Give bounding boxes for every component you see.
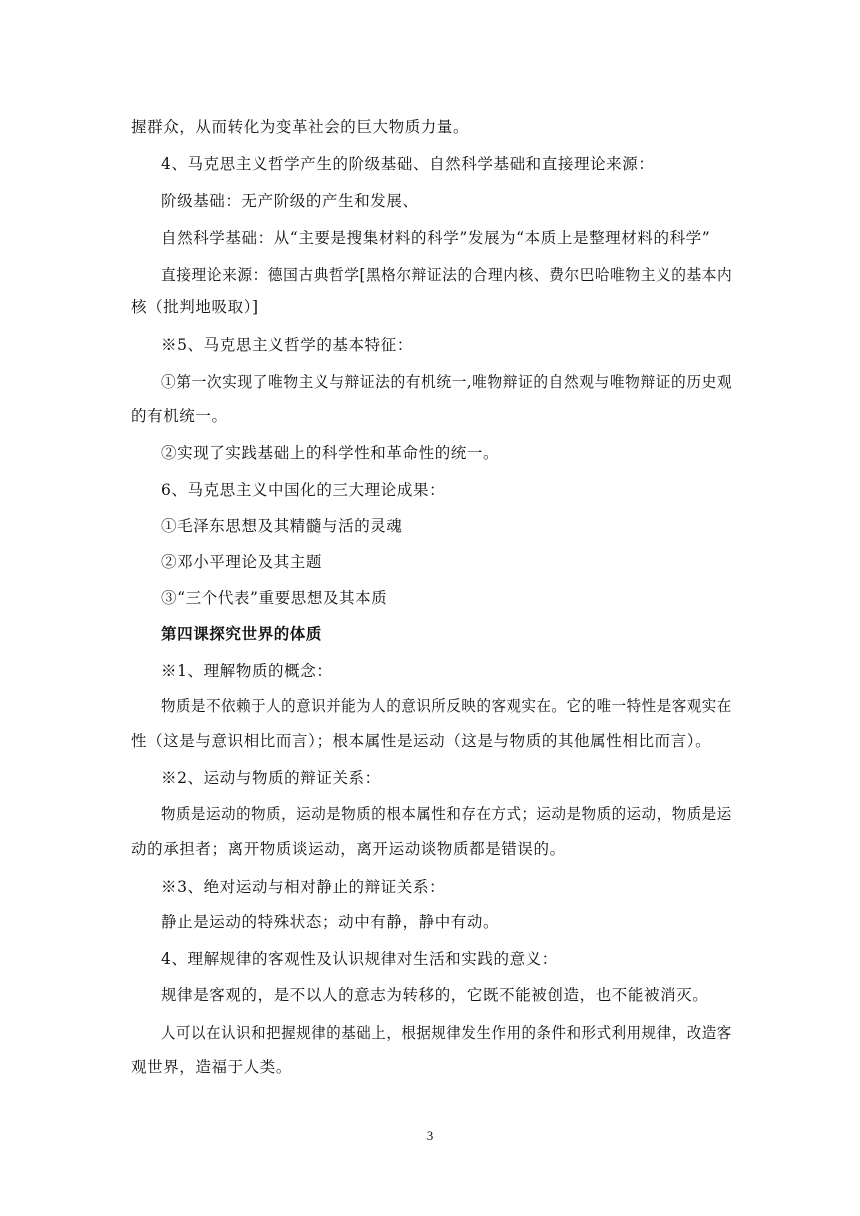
text-line: 直接理论来源：德国古典哲学[黑格尔辩证法的合理内核、费尔巴哈唯物主义的基本内 xyxy=(161,266,733,284)
text-line: 静止是运动的特殊状态；动中有静，静中有动。 xyxy=(161,913,500,931)
list-item: ①毛泽东思想及其精髓与活的灵魂 xyxy=(161,517,403,535)
item-heading: 4、马克思主义哲学产生的阶级基础、自然科学基础和直接理论来源： xyxy=(161,155,655,173)
list-item: ②邓小平理论及其主题 xyxy=(161,553,323,571)
text-line: 阶级基础：无产阶级的产生和发展、 xyxy=(161,192,419,210)
text-line: ①第一次实现了唯物主义与辩证法的有机统一,唯物辩证的自然观与唯物辩证的历史观 xyxy=(161,373,733,391)
text-line: 观世界，造福于人类。 xyxy=(131,1058,293,1076)
item-heading: ※1、理解物质的概念： xyxy=(161,662,333,680)
text-line: 人可以在认识和把握规律的基础上，根据规律发生作用的条件和形式利用规律，改造客 xyxy=(161,1024,732,1042)
text-line: 物质是运动的物质，运动是物质的根本属性和存在方式；运动是物质的运动，物质是运 xyxy=(161,805,732,823)
item-heading: ※3、绝对运动与相对静止的辩证关系： xyxy=(161,878,446,896)
text-line: 核（批判地吸取）] xyxy=(131,298,259,316)
item-heading: ※2、运动与物质的辩证关系： xyxy=(161,769,381,787)
text-line: 自然科学基础：从“主要是搜集材料的科学”发展为“本质上是整理材料的科学” xyxy=(161,229,711,247)
text-line: 物质是不依赖于人的意识并能为人的意识所反映的客观实在。它的唯一特性是客观实在 xyxy=(161,697,732,715)
text-line: 规律是客观的，是不以人的意志为转移的，它既不能被创造，也不能被消灭。 xyxy=(161,986,709,1004)
item-heading: 6、马克思主义中国化的三大理论成果： xyxy=(161,481,446,499)
text-line: 动的承担者；离开物质谈运动，离开运动谈物质都是错误的。 xyxy=(131,840,566,858)
text-line: 性（这是与意识相比而言）；根本属性是运动（这是与物质的其他属性相比而言）。 xyxy=(131,732,712,750)
text-line: 的有机统一。 xyxy=(131,407,228,425)
section-title: 第四课探究世界的体质 xyxy=(161,624,323,643)
list-item: ③“三个代表”重要思想及其本质 xyxy=(161,589,388,607)
item-heading: 4、理解规律的客观性及认识规律对生活和实践的意义： xyxy=(161,950,558,968)
page-number: 3 xyxy=(426,1128,434,1143)
item-heading: ※5、马克思主义哲学的基本特征： xyxy=(161,336,413,354)
text-line: ②实现了实践基础上的科学性和革命性的统一。 xyxy=(161,444,500,462)
text-line: 握群众，从而转化为变革社会的巨大物质力量。 xyxy=(131,118,470,136)
